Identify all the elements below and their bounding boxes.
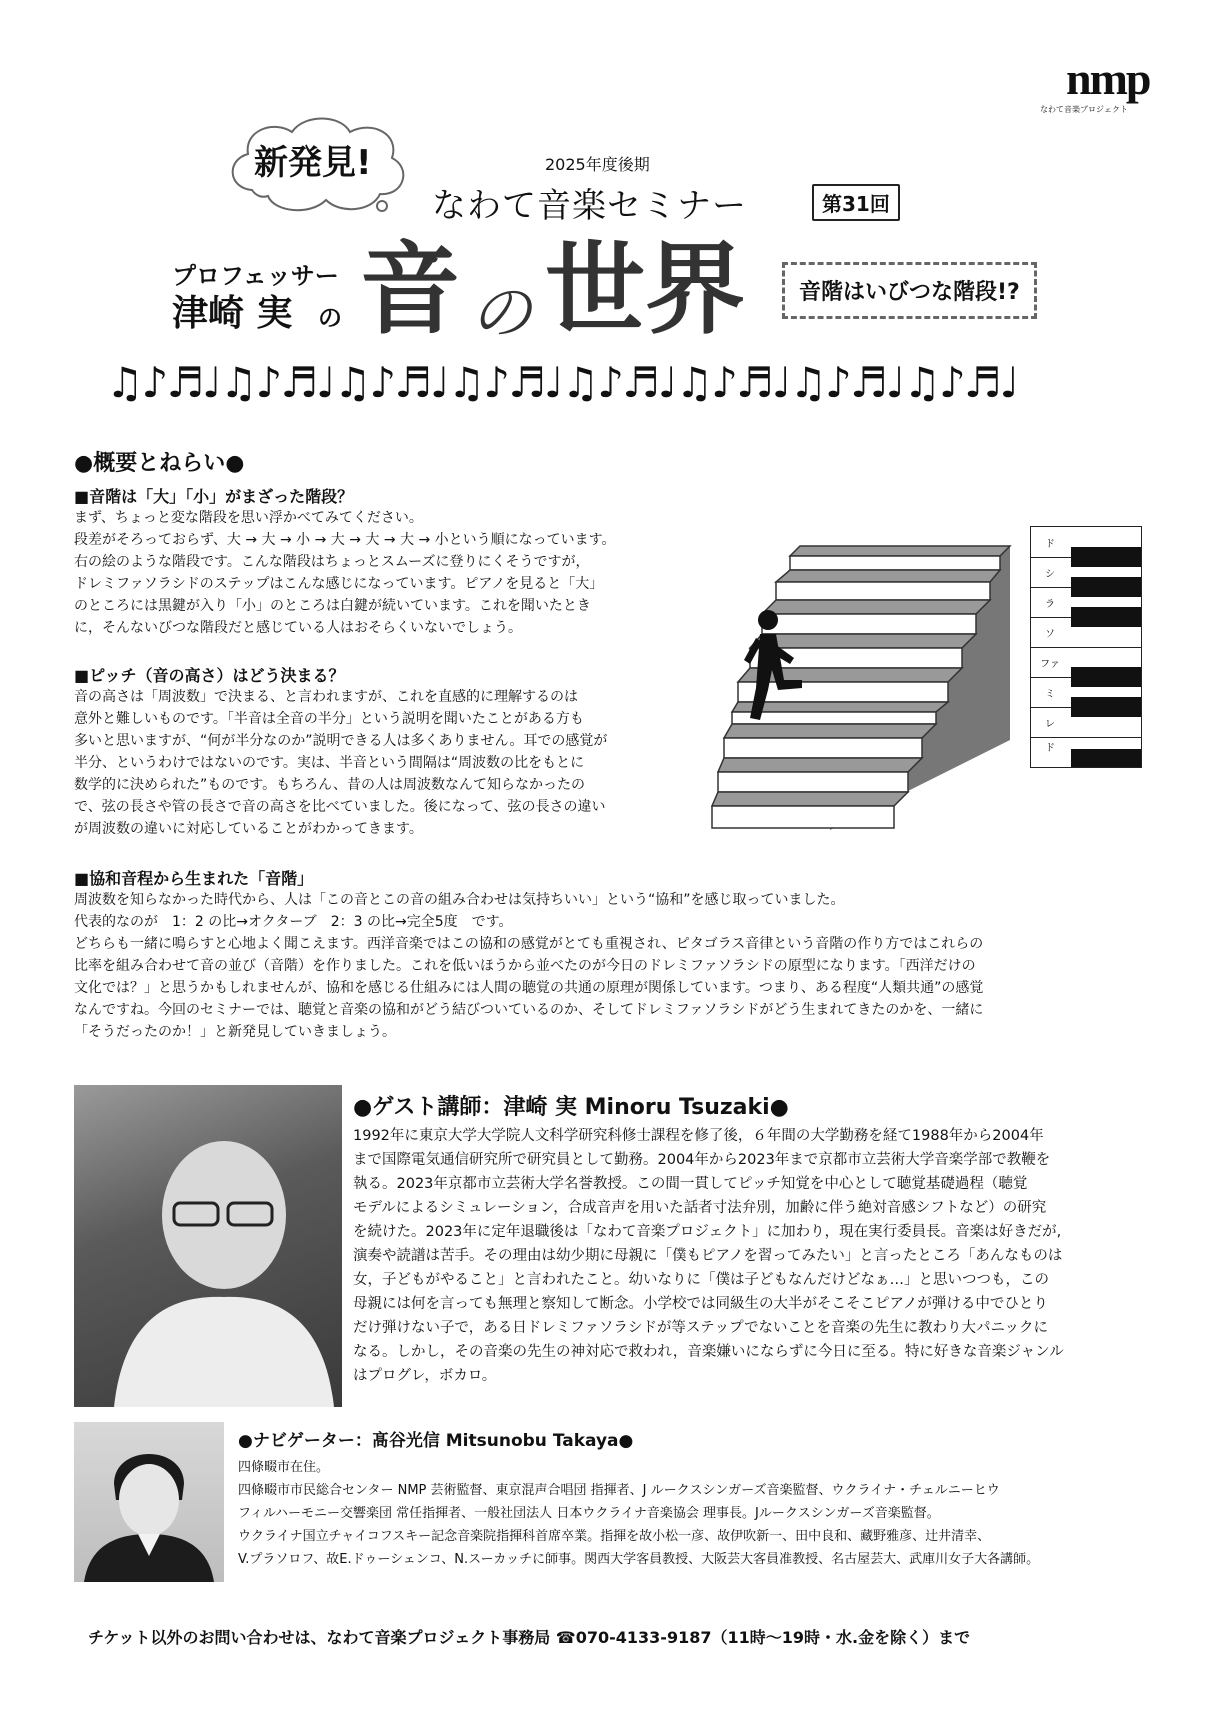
text-line: 四條畷市在住。 [238,1460,330,1475]
logo-mark: nmp [1066,53,1150,104]
guest-heading: ●ゲスト講師：津崎 実 Minoru Tsuzaki● [353,1095,789,1120]
text-line: モデルによるシミュレーション，合成音声を用いた話者寸法弁別，加齢に伴う絶対音感シフトなど）の研究 [353,1200,1047,1216]
key-label: ファ [1040,659,1060,670]
text-line: に，そんないびつな階段だと感じている人はおそらくいないでしょう。 [74,620,522,636]
text-line: 比率を組み合わせて音の並び（音階）を作りました。これを低いほうから並べたのが今日のドレミファソラシドの原型になります。「西洋だけの [74,958,976,974]
text-line: まで国際電気通信研究所で研究員として勤務。2004年から2023年まで京都市立芸術大学音楽学部で教鞭を [353,1152,1051,1168]
text-line: まず、ちょっと変な階段を思い浮かべてみてください。 [74,510,423,526]
section2-title: ■ピッチ（音の高さ）はどう決まる？ [74,666,345,685]
key-label: ソ [1045,629,1055,640]
text-line: なんですね。今回のセミナーでは、聴覚と音楽の協和がどう結びついているのか、そしてドレミファソラシドがどう生まれてきたのかを、一緒に [74,1002,984,1018]
guest-portrait-icon [74,1085,342,1407]
music-notes-row: ♫♪♬♩♫♪♬♩♫♪♬♩♫♪♬♩♫♪♬♩♫♪♬♩♫♪♬♩♫♪♬♩ [106,358,1018,407]
text-line: だけ弾けない子で，ある日ドレミファソラシドが等ステップでないことを音楽の先生に教わり大パニックに [353,1320,1048,1336]
section1-title: ■音階は「大」「小」がまざった階段？ [74,487,354,506]
seminar-title: なわて音楽セミナー [432,186,747,226]
key-label: ド [1045,539,1055,550]
text-line: 母親には何を言っても無理と察知して断念。小学校では同級生の大半がそこそこピアノが弾ける中でひとり [353,1296,1048,1312]
text-line: どちらも一緒に鳴らすと心地よく聞こえます。西洋音楽ではこの協和の感覚がとても重視され、ピタゴラス音律という音階の作り方ではこれらの [74,936,984,952]
piano-black-key [1071,577,1141,597]
professor-no: の [318,304,342,332]
text-line: はプログレ，ボカロ。 [353,1368,497,1384]
text-line: フィルハーモニー交響楽団 常任指揮者、一般社団法人 日本ウクライナ音楽協会 理事長。Jルークスシンガーズ音楽監督。 [238,1506,940,1521]
text-line: 四條畷市市民総合センター NMP 芸術監督、東京混声合唱団 指揮者、J ルークスシンガーズ音楽監督、ウクライナ・チェルニーヒウ [238,1483,1000,1498]
title-sound: 音 [360,231,460,348]
logo [1040,52,1180,122]
navigator-portrait-icon [74,1422,224,1582]
piano-black-key [1071,697,1141,717]
text-line: 1992年に東京大学大学院人文科学研究科修士課程を修了後，６年間の大学勤務を経て1988年から2004年 [353,1128,1044,1144]
text-line: V.プラソロフ、故E.ドゥーシェンコ、N.スーカッチに師事。関西大学客員教授、大阪芸大客員准教授、名古屋芸大、武庫川女子大各講師。 [238,1552,1040,1567]
text-line: なる。しかし，その音楽の先生の神対応で救われ，音楽嫌いにならずに今日に至る。特に好きな音楽ジャンル [353,1344,1064,1360]
text-line: ドレミファソラシドのステップはこんな感じになっています。ピアノを見ると「大」 [74,576,604,592]
season-label: 2025年度後期 [545,155,650,174]
text-line: 代表的なのが 1：2 の比→オクターブ 2：3 の比→完全5度 です。 [74,914,513,930]
text-line: ウクライナ国立チャイコフスキー記念音楽院指揮科首席卒業。指揮を故小松一彦、故伊吹新一、田中良和、藏野雅彦、辻井清幸、 [238,1529,991,1544]
text-line: 多いと思いますが、“何が半分なのか”説明できる人は多くありません。耳での感覚が [74,733,608,749]
piano-black-key [1071,667,1141,687]
logo-subtitle: なわて音楽プロジェクト [1040,105,1128,114]
text-line: で、弦の長さや管の長さで音の高さを比べていました。後になって、弦の長さの違い [74,799,606,815]
navigator-bio [238,1456,1039,1571]
title-no: の [470,276,533,349]
cloud-text: 新発見! [254,143,372,183]
text-line: 執る。2023年京都市立芸術大学名誉教授。この間一貫してピッチ知覚を中心として聴覚基礎過程（聴覚 [353,1176,1028,1192]
text-line: 女，子どもがやること」と言われたこと。幼いなりに「僕は子どもなんだけどなぁ…」と思いつつも，この [353,1272,1049,1288]
section2-body [74,686,607,840]
tagline-box: 音階はいびつな階段!? [782,262,1037,319]
key-label: ミ [1045,689,1055,700]
overview-heading: ●概要とねらい● [74,451,245,476]
text-line: を続けた。2023年に定年退職後は「なわて音楽プロジェクト」に加わり，現在実行委員長。音楽は好きだが, [353,1224,1062,1240]
piano-black-key [1071,547,1141,567]
professor-name: 津崎 実 [172,293,293,334]
text-line: が周波数の違いに対応していることがわかってきます。 [74,821,423,837]
navigator-photo [74,1422,224,1582]
piano-black-key [1071,749,1141,767]
section3-title: ■協和音程から生まれた「音階」 [74,869,314,888]
contact-footer: チケット以外のお問い合わせは、なわて音楽プロジェクト事務局 ☎070-4133-9187（11時〜19時・水.金を除く）まで [88,1628,971,1647]
key-label: ラ [1045,599,1055,610]
text-line: のところには黒鍵が入り「小」のところは白鍵が続いています。これを聞いたとき [74,598,591,614]
key-label: シ [1045,569,1055,580]
section1-body [74,507,616,639]
guest-photo [74,1085,342,1407]
key-label: ド [1045,743,1055,754]
title-world: 世界 [545,231,745,348]
staircase-illustration [710,530,1030,840]
guest-bio [353,1124,1064,1388]
text-line: 意外と難しいものです。「半音は全音の半分」という説明を聞いたことがある方も [74,711,584,727]
professor-label: プロフェッサー [172,262,339,290]
text-line: 演奏や読譜は苦手。その理由は幼少期に母親に「僕もピアノを習ってみたい」と言ったところ「あんなものは [353,1248,1063,1264]
piano-black-key [1071,607,1141,627]
text-line: 数学的に決められた”ものです。もちろん、昔の人は周波数なんて知らなかったの [74,777,585,793]
text-line: 音の高さは「周波数」で決まる、と言われますが、これを直感的に理解するのは [74,689,578,705]
text-line: 半分、というわけではないのです。実は、半音という間隔は“周波数の比をもとに [74,755,585,771]
text-line: 段差がそろっておらず、大 → 大 → 小 → 大 → 大 → 大 → 小という順になっています。 [74,532,616,548]
text-line: 右の絵のような階段です。こんな階段はちょっとスムーズに登りにくそうですが， [74,554,590,570]
key-label: レ [1045,719,1055,730]
text-line: 周波数を知らなかった時代から、人は「この音とこの音の組み合わせは気持ちいい」という“協和”を感じ取っていました。 [74,892,845,908]
section3-body [74,889,983,1043]
piano-keyboard [1030,526,1142,768]
text-line: 「そうだったのか！」と新発見していきましょう。 [74,1024,396,1040]
round-badge: 第31回 [812,184,900,221]
text-line: 文化では？」と思うかもしれませんが、協和を感じる仕組みには人間の聴覚の共通の原理が関係しています。つまり、ある程度“人類共通”の感覚 [74,980,984,996]
navigator-heading: ●ナビゲーター：髙谷光信 Mitsunobu Takaya● [238,1431,634,1451]
